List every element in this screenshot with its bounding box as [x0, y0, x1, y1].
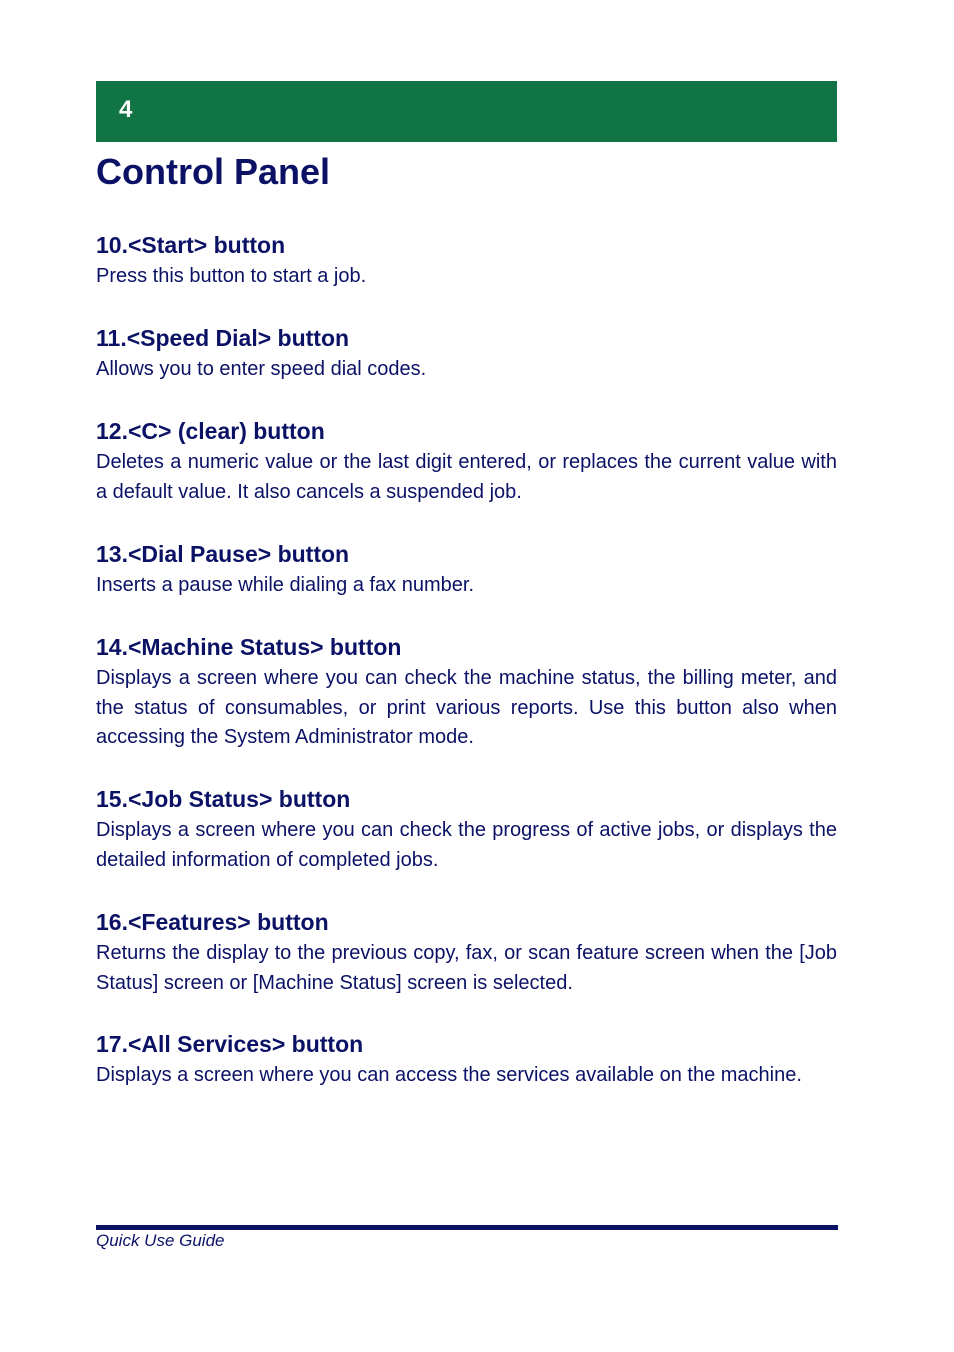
section-body: Inserts a pause while dialing a fax number. [96, 574, 474, 596]
section-body: Press this button to start a job. [96, 265, 367, 287]
section-all-services-button [96, 1030, 837, 1091]
section-machine-status-button [96, 633, 837, 753]
section-heading: 14.<Machine Status> button [96, 634, 402, 660]
section-heading: 16.<Features> button [96, 909, 329, 935]
section-clear-button [96, 417, 837, 507]
section-body: Deletes a numeric value or the last digit entered, or replaces the current value with a default value. It also cancels a suspended job. [96, 451, 837, 503]
chapter-number: 4 [119, 96, 133, 123]
section-body: Displays a screen where you can access the services available on the machine. [96, 1064, 802, 1086]
section-body: Displays a screen where you can check the progress of active jobs, or displays the detailed information of completed jobs. [96, 819, 837, 871]
section-speed-dial-button [96, 324, 837, 385]
section-features-button [96, 908, 837, 998]
chapter-bar [96, 81, 837, 142]
section-heading: 13.<Dial Pause> button [96, 541, 350, 567]
section-dial-pause-button [96, 540, 837, 601]
section-body: Allows you to enter speed dial codes. [96, 358, 427, 380]
section-heading: 12.<C> (clear) button [96, 418, 325, 444]
section-heading: 10.<Start> button [96, 232, 286, 258]
section-heading: 17.<All Services> button [96, 1031, 364, 1057]
section-start-button [96, 231, 837, 292]
section-body: Displays a screen where you can check the machine status, the billing meter, and the status of consumables, or print various reports. Use this button also when accessing the System Administrator mode. [96, 667, 837, 748]
section-body: Returns the display to the previous copy, fax, or scan feature screen when the [Job Status] screen or [Machine Status] screen is selected. [96, 942, 837, 994]
footer-title: Quick Use Guide [96, 1231, 225, 1250]
section-heading: 15.<Job Status> button [96, 786, 351, 812]
page-title: Control Panel [96, 151, 331, 192]
section-heading: 11.<Speed Dial> button [96, 325, 350, 351]
section-job-status-button [96, 785, 837, 875]
